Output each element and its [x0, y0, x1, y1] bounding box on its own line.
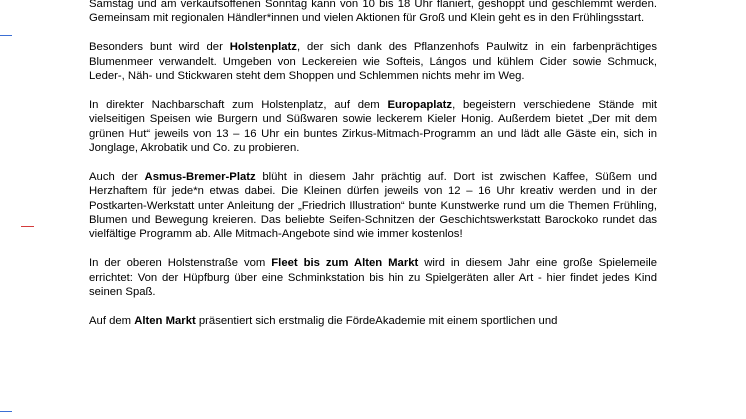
paragraph-spielemeile	[89, 256, 657, 299]
paragraph-text: Samstag und am verkaufsoffenen Sonntag kann von 10 bis 18 Uhr flaniert, geshoppt und geschlemmt werden. Gemeinsam mit regionalen Händler*innen und vielen Aktionen für Groß und Klein geht es in den Frühlingsstart.	[89, 0, 657, 25]
paragraph-text: Auf dem	[89, 314, 135, 327]
margin-mark-red-middle	[21, 226, 34, 227]
paragraph-intro	[89, 0, 657, 26]
paragraph-holstenplatz	[89, 40, 657, 83]
paragraph-asmus-bremer-platz	[89, 170, 657, 242]
paragraph-text: , der sich dank des Pflanzenhofs Paulwitz in ein farbenprächtiges Blumenmeer verwandelt. Umgeben von Leckereien wie Softeis, Lángos und kühlem Cider sowie Schmuck, Leder-, Näh- und Stickwaren steht dem Shoppen und Schlemmen nichts mehr im Weg.	[89, 41, 657, 83]
paragraph-alter-markt	[89, 314, 657, 328]
location-name: Alten Markt	[134, 314, 196, 327]
paragraph-europaplatz	[89, 98, 657, 156]
paragraph-text: blüht in diesem Jahr prächtig auf. Dort ist zwischen Kaffee, Süßem und Herzhaftem für jede*n etwas dabei. Die Kleinen dürfen jeweils von 12 – 16 Uhr kreativ werden und in der Postkarten-Werkstatt unter Anleitung der „Friedrich Illustration“ bunte Kunstwerke rund um die Themen Frühling, Blumen und Bewegung kreieren. Das beliebte Seifen-Schnitzen der Geschichtswerkstatt Barockoko rundet das vielfältige Programm ab. Alle Mitmach-Angebote sind wie immer kostenlos!	[89, 170, 657, 241]
paragraph-text: Auch der	[89, 170, 145, 183]
location-name: Europaplatz	[387, 98, 453, 111]
location-name: Asmus-Bremer-Platz	[144, 170, 256, 183]
paragraph-text: In der oberen Holstenstraße vom	[89, 257, 272, 270]
location-name: Fleet bis zum Alten Markt	[271, 257, 419, 270]
paragraph-text: wird in diesem Jahr eine große Spielemeile errichtet: Von der Hüpfburg über eine Schminkstation bis hin zu Spielgeräten aller Art - hier findet jedes Kind seinen Spaß.	[89, 257, 658, 299]
paragraph-text: Besonders bunt wird der	[89, 41, 230, 54]
document-body	[89, 0, 657, 343]
margin-mark-blue-bottom	[0, 411, 12, 412]
location-name: Holstenplatz	[229, 41, 297, 54]
paragraph-text: In direkter Nachbarschaft zum Holstenplatz, auf dem	[89, 98, 388, 111]
paragraph-text: präsentiert sich erstmalig die FördeAkademie mit einem sportlichen und	[195, 314, 558, 327]
paragraph-text: , begeistern verschiedene Stände mit vielseitigen Speisen wie Burgern und Süßwaren sowie leckerem Kieler Honig. Außerdem bietet „Der mit dem grünen Hut“ jeweils von 13 – 16 Uhr ein buntes Zirkus-Mitmach-Programm an und lädt alle Gäste ein, sich in Jonglage, Akrobatik und Co. zu probieren.	[89, 98, 658, 155]
margin-mark-blue-top	[0, 35, 12, 36]
